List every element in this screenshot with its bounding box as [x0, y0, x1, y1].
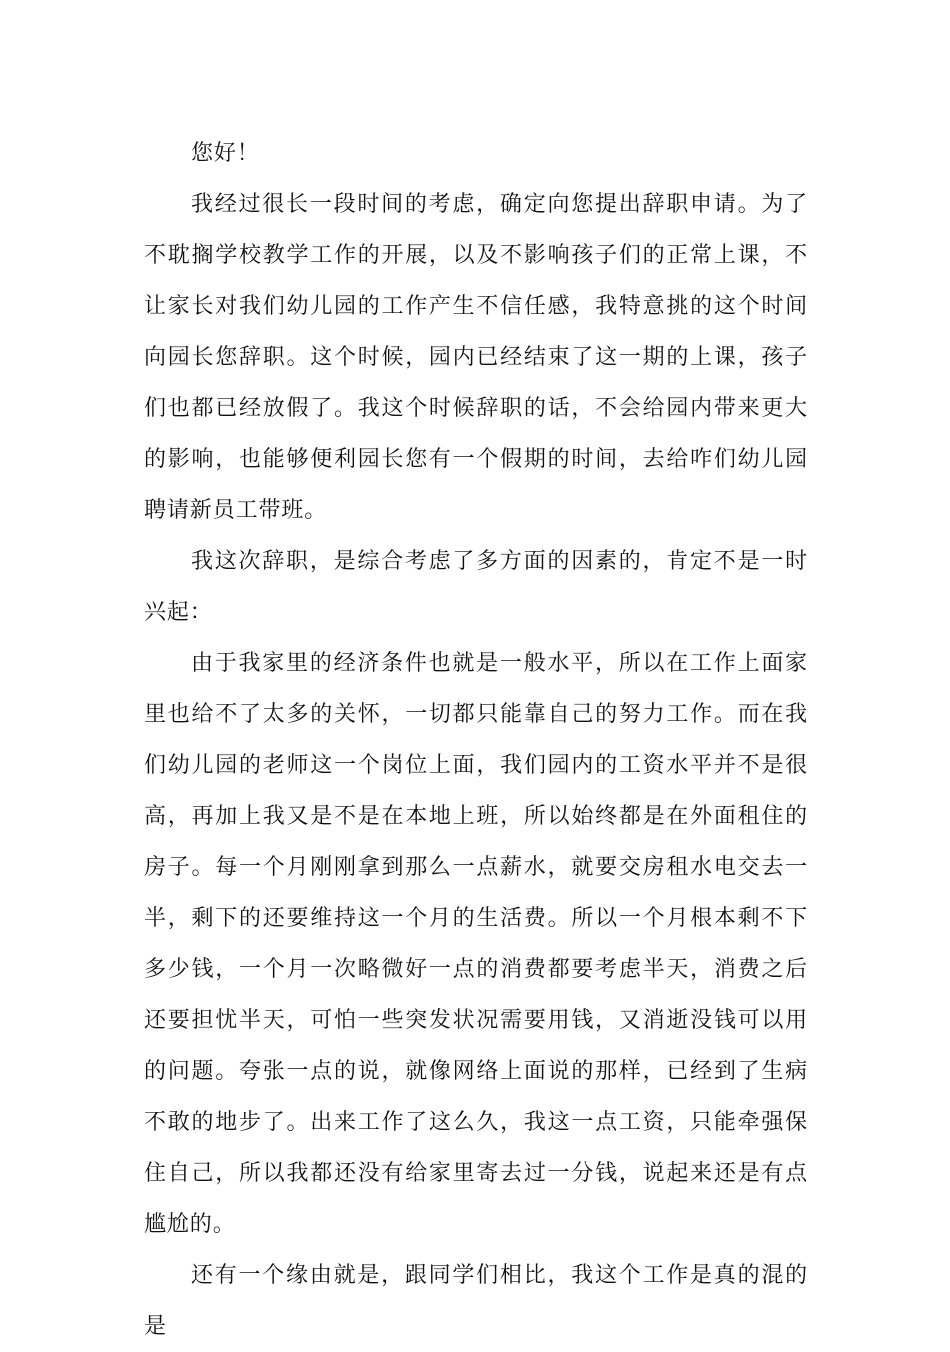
body-paragraph-2: 我这次辞职，是综合考虑了多方面的因素的，肯定不是一时兴起：: [144, 549, 808, 625]
body-paragraph-4: 还有一个缘由就是，跟同学们相比，我这个工作是真的混的是: [144, 1263, 808, 1339]
body-paragraph-1: 我经过很长一段时间的考虑，确定向您提出辞职申请。为了不耽搁学校教学工作的开展，以及不影响孩子们的正常上课，不让家长对我们幼儿园的工作产生不信任感，我特意挑的这个时间向园长您辞职。这个时候，园内已经结束了这一期的上课，孩子们也都已经放假了。我这个时候辞职的话，不会给园内带来更大的影响，也能够便利园长您有一个假期的时间，去给咋们幼儿园聘请新员工带班。: [144, 192, 808, 523]
body-paragraph-3: 由于我家里的经济条件也就是一般水平，所以在工作上面家里也给不了太多的关怀，一切都只能靠自己的努力工作。而在我们幼儿园的老师这一个岗位上面，我们园内的工资水平并不是很高，再加上我又是不是在本地上班，所以始终都是在外面租住的房子。每一个月刚刚拿到那么一点薪水，就要交房租水电交去一半，剩下的还要维持这一个月的生活费。所以一个月根本剩不下多少钱，一个月一次略微好一点的消费都要考虑半天，消费之后还要担忧半天，可怕一些突发状况需要用钱，又消逝没钱可以用的问题。夸张一点的说，就像网络上面说的那样，已经到了生病不敢的地步了。出来工作了这么久，我这一点工资，只能牵强保住自己，所以我都还没有给家里寄去过一分钱，说起来还是有点尴尬的。: [144, 651, 808, 1237]
letter-body: [144, 128, 808, 1352]
greeting-paragraph: 您好！: [191, 141, 260, 166]
